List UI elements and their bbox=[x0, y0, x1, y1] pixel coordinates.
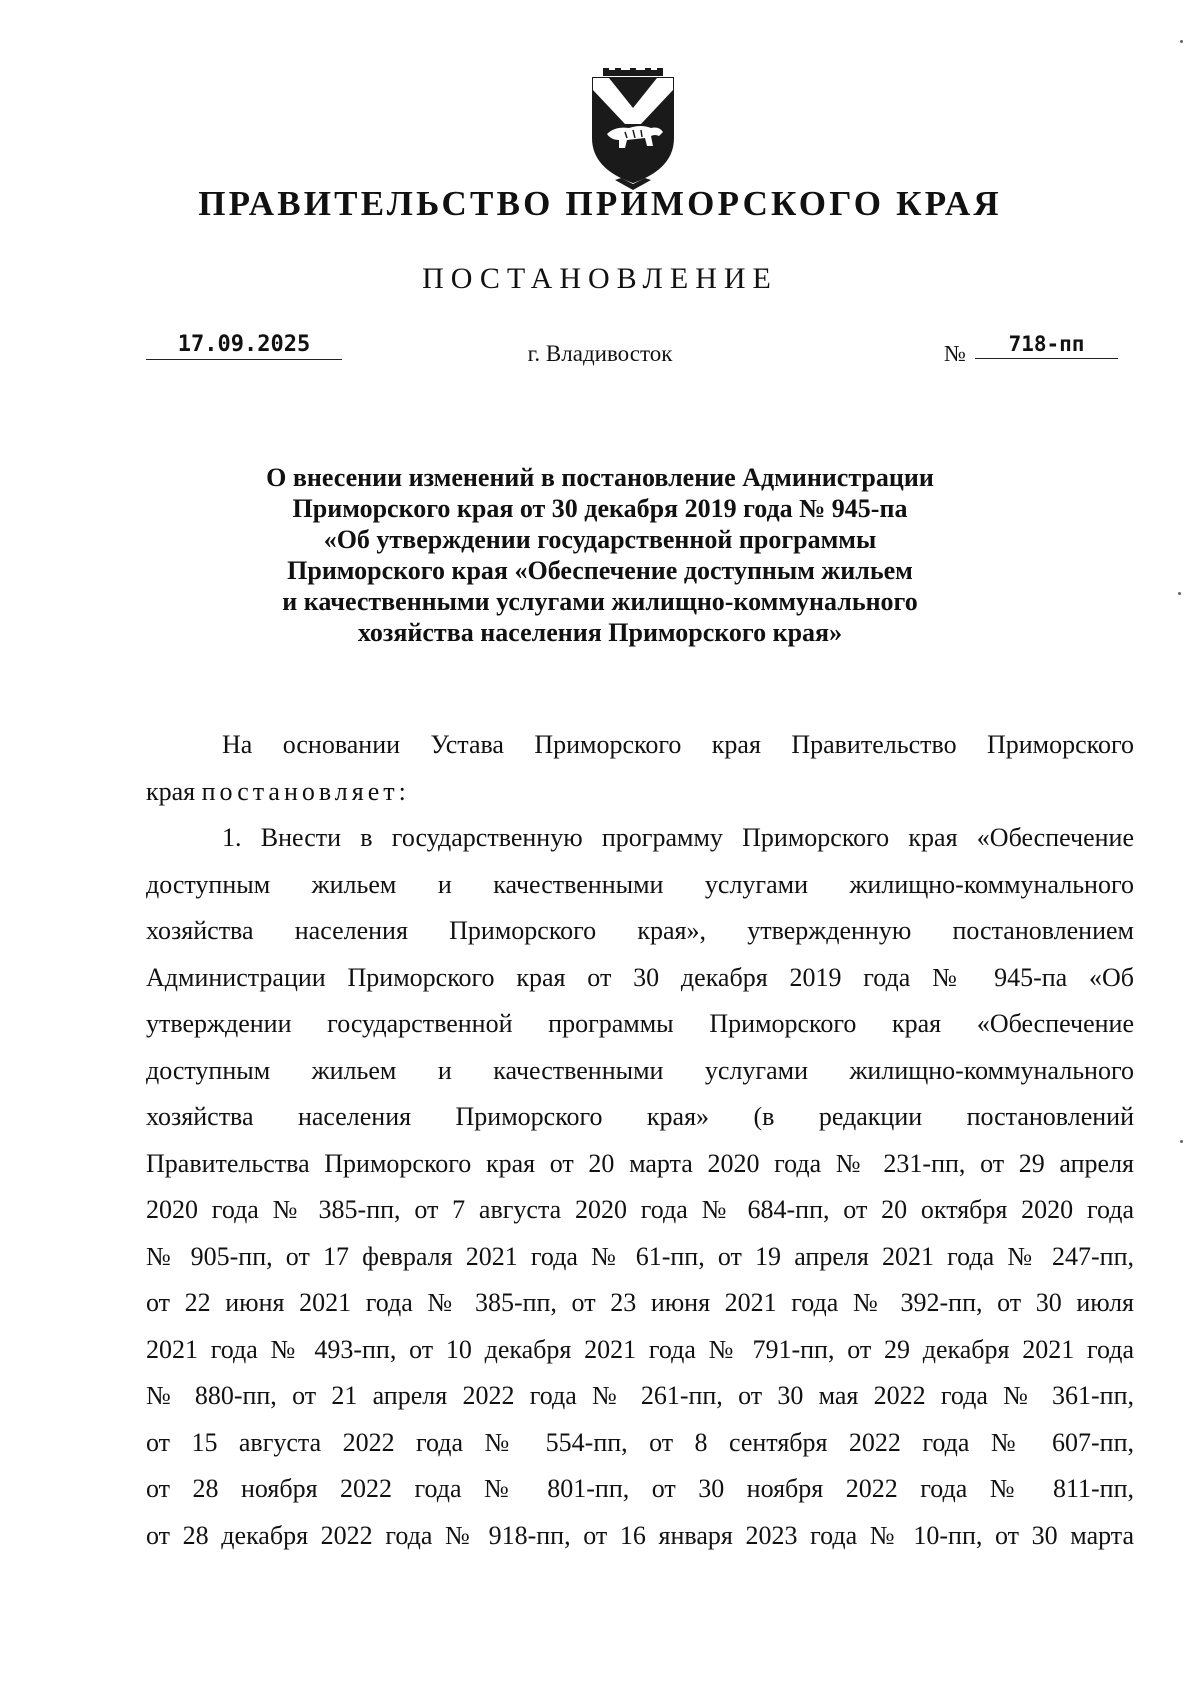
preamble-text: края bbox=[146, 776, 196, 806]
document-date: 17.09.2025 bbox=[146, 332, 342, 360]
subject-line: О внесении изменений в постановление Администрации bbox=[266, 463, 934, 492]
subject-line: «Об утверждении государственной программы bbox=[323, 525, 877, 554]
document-body bbox=[146, 722, 1134, 1559]
paragraph-line: 1. Внести в государственную программу Приморского края «Обеспечение bbox=[222, 823, 1134, 852]
paragraph-line: 2020 года № 385-пп, от 7 августа 2020 года № 684-пп, от 20 октября 2020 года bbox=[146, 1195, 1134, 1224]
paragraph-line: № 905-пп, от 17 февраля 2021 года № 61-пп, от 19 апреля 2021 года № 247-пп, bbox=[146, 1241, 1134, 1271]
paragraph-line: от 15 августа 2022 года № 554-пп, от 8 сентября 2022 года № 607-пп, bbox=[146, 1427, 1134, 1457]
number-sign: № bbox=[944, 341, 966, 366]
subject-line: Приморского края от 30 декабря 2019 года № 945-па bbox=[292, 494, 908, 523]
document-number: 718-пп bbox=[975, 332, 1118, 359]
document-type: ПОСТАНОВЛЕНИЕ bbox=[422, 262, 778, 295]
paragraph-line: Администрации Приморского края от 30 декабря 2019 года № 945-па «Об bbox=[146, 962, 1134, 992]
subject-line: и качественными услугами жилищно-коммунального bbox=[282, 587, 918, 616]
preamble-line: На основании Устава Приморского края Правительство Приморского bbox=[222, 730, 1134, 759]
scan-speck bbox=[1180, 40, 1183, 43]
paragraph-line: 2021 года № 493-пп, от 10 декабря 2021 года № 791-пп, от 29 декабря 2021 года bbox=[146, 1334, 1134, 1364]
paragraph-line: Правительства Приморского края от 20 марта 2020 года № 231-пп, от 29 апреля bbox=[146, 1148, 1134, 1178]
paragraph-line: доступным жильем и качественными услугами жилищно-коммунального bbox=[146, 1055, 1134, 1085]
paragraph-line: хозяйства населения Приморского края» (в редакции постановлений bbox=[146, 1102, 1134, 1131]
paragraph-line: доступным жильем и качественными услугами жилищно-коммунального bbox=[146, 869, 1134, 899]
paragraph-line: утверждении государственной программы Приморского края «Обеспечение bbox=[146, 1009, 1134, 1038]
coat-of-arms-icon bbox=[585, 68, 681, 190]
paragraph-line: от 28 ноября 2022 года № 801-пп, от 30 ноября 2022 года № 811-пп, bbox=[146, 1474, 1134, 1503]
scan-speck bbox=[1178, 592, 1181, 595]
paragraph-line: от 28 декабря 2022 года № 918-пп, от 16 января 2023 года № 10-пп, от 30 марта bbox=[146, 1520, 1134, 1550]
scan-speck bbox=[1180, 1140, 1183, 1143]
paragraph-line: хозяйства населения Приморского края», утвержденную постановлением bbox=[146, 916, 1134, 945]
preamble-line bbox=[146, 769, 1134, 816]
document-city: г. Владивосток bbox=[527, 341, 673, 366]
paragraph-line: № 880-пп, от 21 апреля 2022 года № 261-пп, от 30 мая 2022 года № 361-пп, bbox=[146, 1381, 1134, 1410]
decree-keyword: постановляет: bbox=[201, 776, 410, 806]
organization-title: ПРАВИТЕЛЬСТВО ПРИМОРСКОГО КРАЯ bbox=[198, 184, 1002, 223]
paragraph-line: от 22 июня 2021 года № 385-пп, от 23 июня 2021 года № 392-пп, от 30 июля bbox=[146, 1288, 1134, 1317]
document-subject bbox=[0, 462, 1200, 648]
subject-line: хозяйства населения Приморского края» bbox=[357, 618, 843, 647]
subject-line: Приморского края «Обеспечение доступным жильем bbox=[287, 556, 913, 585]
